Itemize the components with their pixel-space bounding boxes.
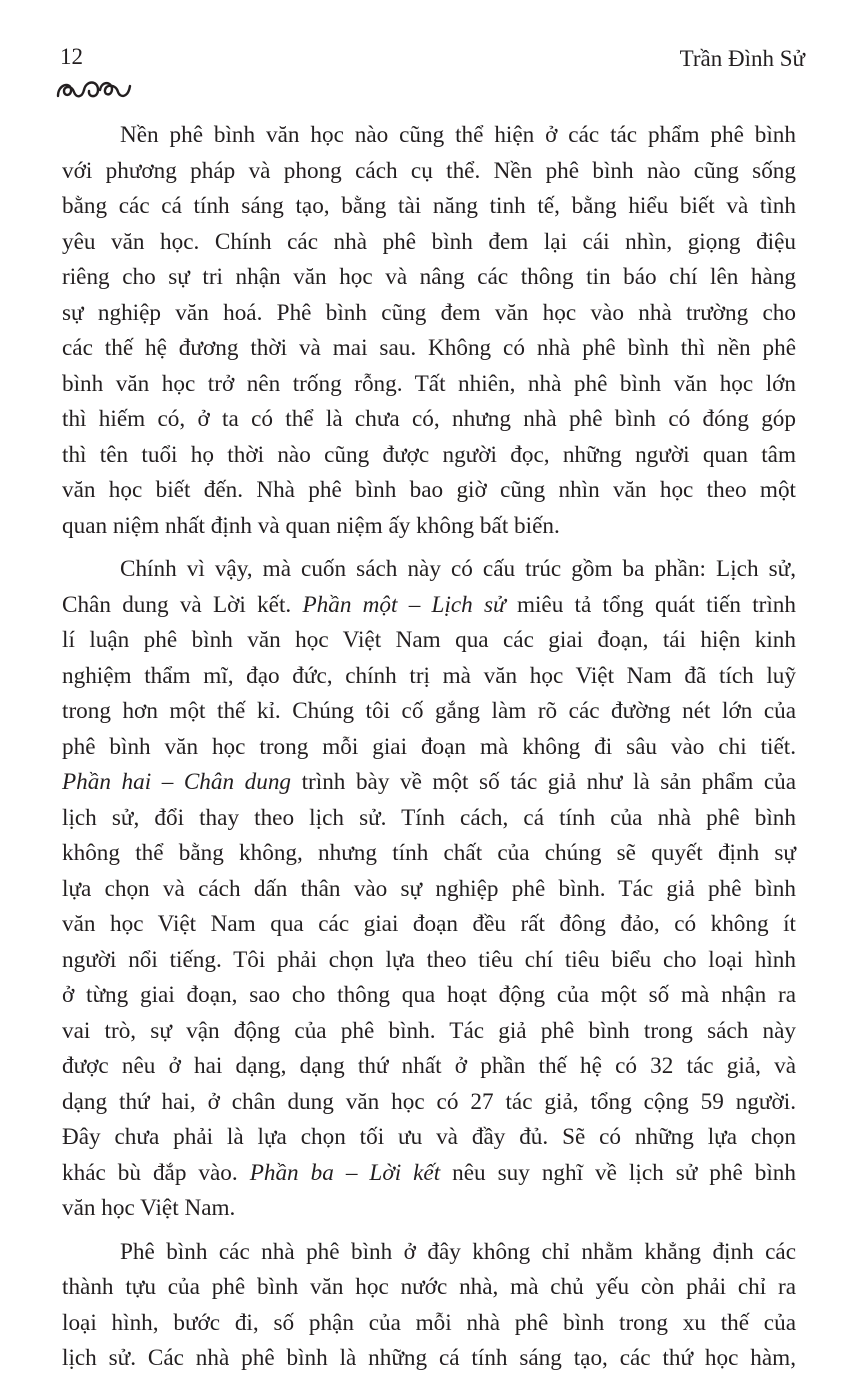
text-run: trình bày về một số tác giả như là sản phẩm của <box>291 769 797 795</box>
text-run: thì hiếm có, ở ta có thể là chưa có, nhưng nhà phê bình có đóng góp <box>62 406 796 432</box>
text-line <box>62 907 796 943</box>
text-run: nghiệm thẩm mĩ, đạo đức, chính trị mà văn học Việt Nam đã tích luỹ <box>62 662 796 689</box>
text-line <box>62 1120 796 1156</box>
text-line <box>62 943 796 979</box>
text-run: người nổi tiếng. Tôi phải chọn lựa theo tiêu chí tiêu biểu cho loại hình <box>62 946 796 973</box>
text-run: Phê bình các nhà phê bình ở đây không chỉ nhằm khẳng định các <box>120 1238 796 1265</box>
text-line <box>62 1014 796 1050</box>
text-run: khác bù đắp vào. <box>62 1159 250 1186</box>
italic-section-title: Phần ba – Lời kết <box>249 1159 441 1186</box>
text-line <box>62 588 796 624</box>
text-line <box>62 509 796 545</box>
text-line <box>62 189 796 225</box>
text-run: ở từng giai đoạn, sao cho thông qua hoạt động của một số mà nhận ra <box>62 982 796 1008</box>
text-run: văn học Việt Nam qua các giai đoạn đều rất đông đảo, có không ít <box>62 911 796 937</box>
text-run: vai trò, sự vận động của phê bình. Tác giả phê bình trong sách này <box>62 1017 796 1044</box>
text-line <box>62 154 796 190</box>
text-line <box>62 473 796 509</box>
text-line <box>62 1049 796 1085</box>
text-line <box>62 367 796 403</box>
text-run: dạng thứ hai, ở chân dung văn học có 27 tác giả, tổng cộng 59 người. <box>62 1088 796 1115</box>
paragraph <box>62 118 796 544</box>
text-run: Chân dung và Lời kết. <box>62 591 303 618</box>
text-run: Nền phê bình văn học nào cũng thể hiện ở các tác phẩm phê bình <box>120 122 796 148</box>
text-line <box>62 801 796 837</box>
italic-section-title: Phần một – Lịch sử <box>302 591 506 618</box>
text-line <box>62 331 796 367</box>
text-run: với phương pháp và phong cách cụ thể. Nền phê bình nào cũng sống <box>62 157 796 184</box>
text-run: được nêu ở hai dạng, dạng thứ nhất ở phần thế hệ có 32 tác giả, và <box>62 1053 796 1079</box>
italic-section-title: Phần hai – Chân dung <box>62 769 292 795</box>
text-run: phê bình văn học trong mỗi giai đoạn mà không đi sâu vào chi tiết. <box>62 733 796 760</box>
text-line <box>62 402 796 438</box>
text-run: văn học biết đến. Nhà phê bình bao giờ cũng nhìn văn học theo một <box>62 477 796 503</box>
text-run: lí luận phê bình văn học Việt Nam qua các giai đoạn, tái hiện kinh <box>62 627 796 653</box>
text-line <box>62 694 796 730</box>
text-line <box>62 1341 796 1377</box>
text-line <box>62 552 796 588</box>
text-line <box>62 978 796 1014</box>
text-line <box>62 659 796 695</box>
paragraph <box>62 1235 796 1377</box>
text-line <box>62 1085 796 1121</box>
text-run: lịch sử, đổi thay theo lịch sử. Tính cách, cá tính của nhà phê bình <box>62 804 796 831</box>
text-run: quan niệm nhất định và quan niệm ấy không bất biến. <box>62 512 560 539</box>
body-text <box>62 118 796 1385</box>
text-line <box>62 1191 796 1227</box>
text-run: sự nghiệp văn hoá. Phê bình cũng đem văn học vào nhà trường cho <box>62 299 796 326</box>
text-run: không thể bằng không, nhưng tính chất của chúng sẽ quyết định sự <box>62 840 796 866</box>
text-line <box>62 225 796 261</box>
text-line <box>62 1306 796 1342</box>
text-run: bình văn học trở nên trống rỗng. Tất nhiên, nhà phê bình văn học lớn <box>62 370 796 397</box>
text-run: loại hình, bước đi, số phận của mỗi nhà phê bình trong xu thế của <box>62 1309 796 1336</box>
decorative-swirl-ornament-icon <box>54 74 134 104</box>
text-run: miêu tả tổng quát tiến trình <box>505 591 796 618</box>
text-line <box>62 1156 796 1192</box>
text-run: Chính vì vậy, mà cuốn sách này có cấu trúc gồm ba phần: Lịch sử, <box>120 556 796 582</box>
text-run: thành tựu của phê bình văn học nước nhà, mà chủ yếu còn phải chỉ ra <box>62 1274 796 1300</box>
paragraph <box>62 552 796 1227</box>
text-run: lịch sử. Các nhà phê bình là những cá tính sáng tạo, các thứ học hàm, <box>62 1345 796 1371</box>
text-run: các thế hệ đương thời và mai sau. Không có nhà phê bình thì nền phê <box>62 335 796 361</box>
text-run: thì tên tuổi họ thời nào cũng được người đọc, những người quan tâm <box>62 441 796 468</box>
text-run: văn học Việt Nam. <box>62 1195 236 1221</box>
page-number: 12 <box>60 44 83 69</box>
text-line <box>62 1235 796 1271</box>
text-run: nêu suy nghĩ về lịch sử phê bình <box>440 1159 796 1186</box>
text-line <box>62 1270 796 1306</box>
text-line <box>62 872 796 908</box>
text-run: riêng cho sự tri nhận văn học và nâng các thông tin báo chí lên hàng <box>62 264 796 290</box>
text-run: yêu văn học. Chính các nhà phê bình đem lại cái nhìn, giọng điệu <box>62 228 796 255</box>
text-line <box>62 438 796 474</box>
text-line <box>62 765 796 801</box>
text-line <box>62 623 796 659</box>
text-line <box>62 836 796 872</box>
text-line <box>62 118 796 154</box>
text-run: trong hơn một thế kỉ. Chúng tôi cố gắng làm rõ các đường nét lớn của <box>62 698 796 724</box>
running-head-author: Trần Đình Sử <box>679 46 805 71</box>
text-run: bằng các cá tính sáng tạo, bằng tài năng tinh tế, bằng hiểu biết và tình <box>62 193 796 219</box>
text-line <box>62 296 796 332</box>
text-line <box>62 730 796 766</box>
text-line <box>62 260 796 296</box>
text-run: Đây chưa phải là lựa chọn tối ưu và đầy đủ. Sẽ có những lựa chọn <box>62 1124 796 1150</box>
text-run: lựa chọn và cách dấn thân vào sự nghiệp phê bình. Tác giả phê bình <box>62 875 796 902</box>
